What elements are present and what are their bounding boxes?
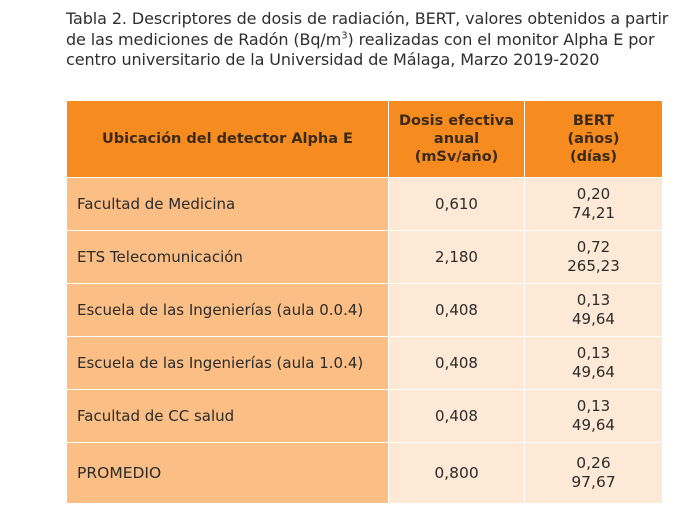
bert-years: 0,20 [576, 185, 611, 203]
table-row [67, 390, 663, 443]
dose-cell: 0,610 [389, 178, 525, 231]
bert-cell [525, 337, 663, 390]
caption-line-1: Tabla 2. Descriptores de dosis de radiación, BERT, valores obtenidos a partir [66, 9, 669, 28]
caption-line-3: centro universitario de la Universidad de Málaga, Marzo 2019-2020 [66, 50, 600, 69]
header-dose-line-3: (mSv/año) [414, 149, 499, 165]
header-bert-line-3: (días) [569, 149, 618, 165]
header-bert [525, 101, 663, 178]
bert-years: 0,26 [576, 454, 611, 472]
dose-cell: 0,408 [389, 390, 525, 443]
caption-line-2 [66, 30, 676, 51]
table-row [67, 284, 663, 337]
bert-days: 49,64 [572, 363, 615, 381]
dose-cell: 0,800 [389, 443, 525, 504]
bert-years: 0,13 [576, 397, 611, 415]
header-location: Ubicación del detector Alpha E [67, 101, 389, 178]
table-row [67, 337, 663, 390]
dose-cell: 0,408 [389, 284, 525, 337]
header-row [67, 101, 663, 178]
header-dose-line-1: Dosis efectiva [399, 113, 514, 129]
table-row [67, 231, 663, 284]
header-bert-line-1: BERT [572, 113, 615, 129]
dose-cell: 0,408 [389, 337, 525, 390]
bert-cell [525, 178, 663, 231]
caption-superscript: 3 [341, 30, 348, 42]
bert-years: 0,72 [576, 238, 611, 256]
header-dose-line-2: anual [433, 131, 480, 147]
caption-line-2-start: de las mediciones de Radón (Bq/m [66, 29, 342, 49]
location-cell: Escuela de las Ingenierías (aula 0.0.4) [67, 284, 389, 337]
table-caption [66, 9, 676, 71]
bert-days: 49,64 [572, 416, 615, 434]
bert-cell [525, 284, 663, 337]
header-dose [389, 101, 525, 178]
average-row [67, 443, 663, 504]
bert-years: 0,13 [576, 291, 611, 309]
dose-table [66, 100, 663, 504]
location-cell: ETS Telecomunicación [67, 231, 389, 284]
bert-cell [525, 443, 663, 504]
bert-days: 265,23 [567, 257, 620, 275]
table-row [67, 178, 663, 231]
location-cell: Escuela de las Ingenierías (aula 1.0.4) [67, 337, 389, 390]
location-cell: Facultad de CC salud [67, 390, 389, 443]
bert-days: 74,21 [572, 204, 615, 222]
bert-days: 97,67 [571, 473, 616, 491]
location-cell: PROMEDIO [67, 443, 389, 504]
location-cell: Facultad de Medicina [67, 178, 389, 231]
caption-line-2-end: ) realizadas con el monitor Alpha E por [347, 29, 655, 49]
header-bert-line-2: (años) [567, 131, 620, 147]
bert-days: 49,64 [572, 310, 615, 328]
bert-cell [525, 390, 663, 443]
bert-cell [525, 231, 663, 284]
dose-cell: 2,180 [389, 231, 525, 284]
bert-years: 0,13 [576, 344, 611, 362]
